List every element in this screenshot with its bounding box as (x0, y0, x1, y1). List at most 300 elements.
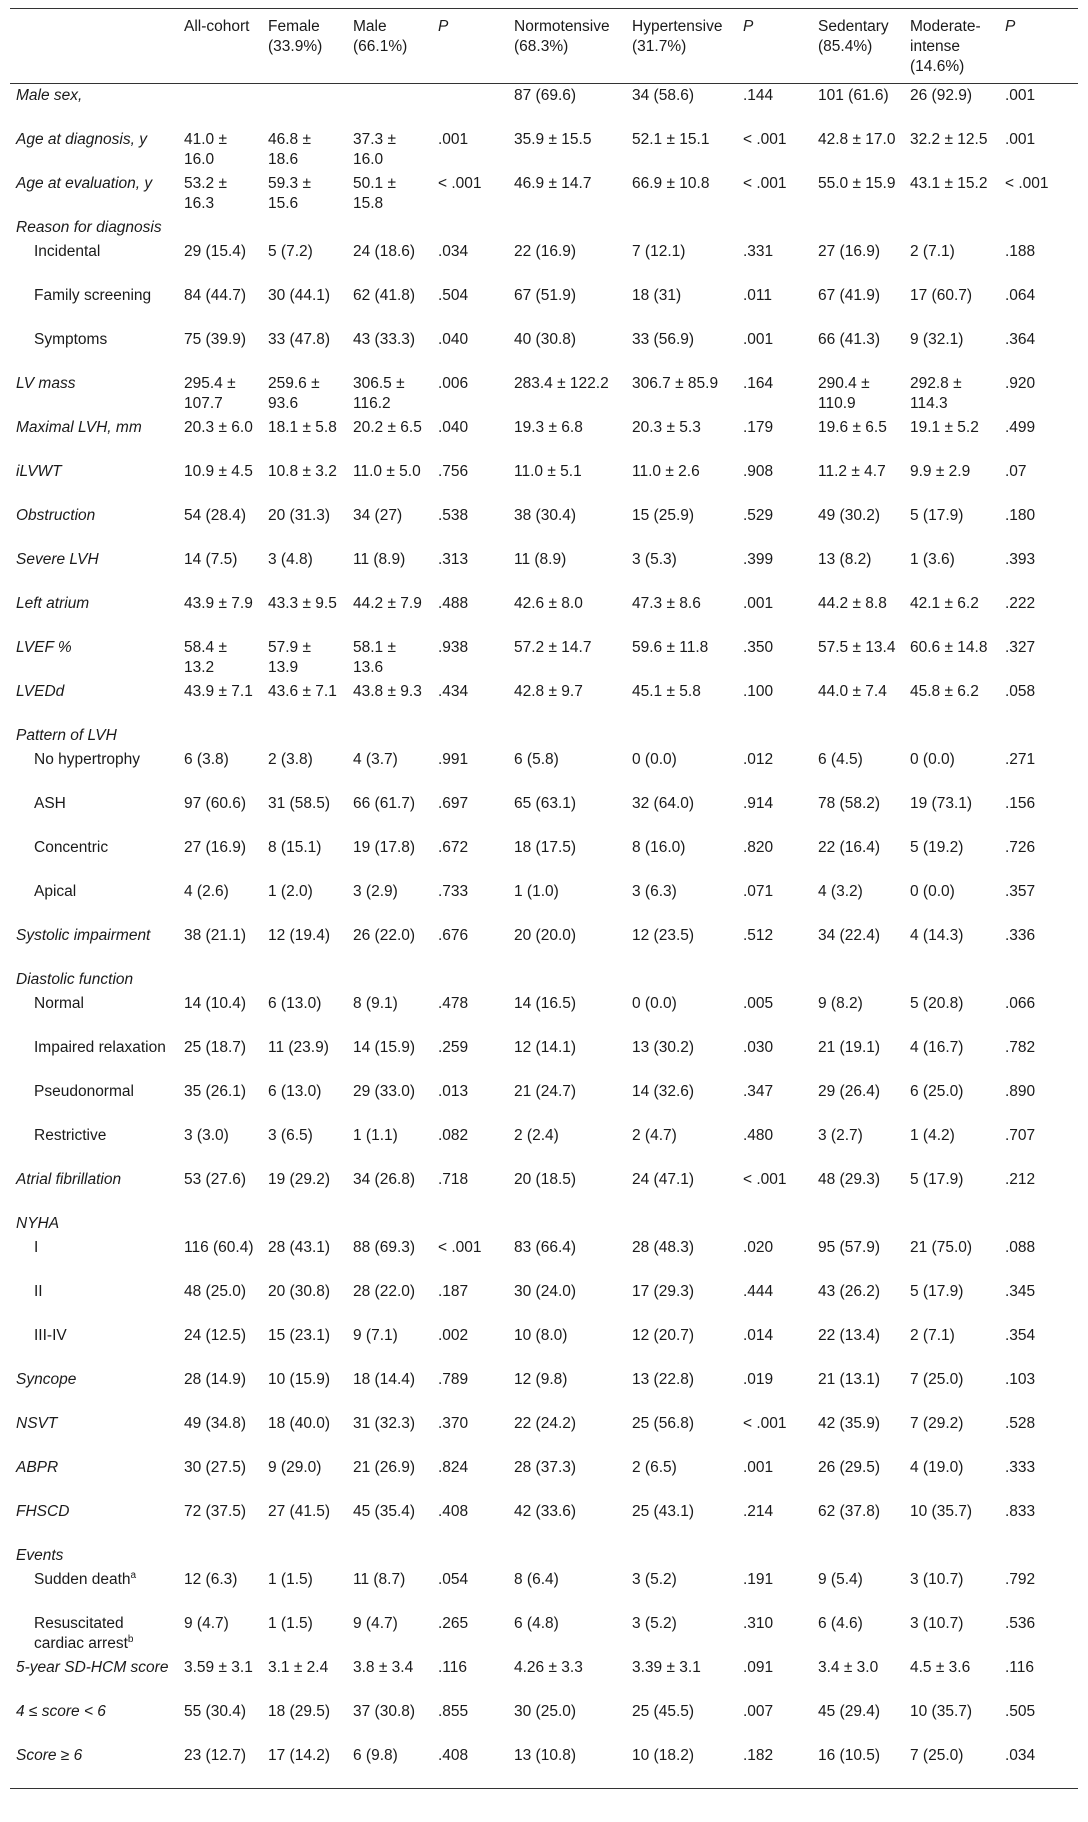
table-cell: 3 (10.7) (910, 1571, 964, 1588)
table-cell: 33 (47.8) (268, 331, 331, 348)
table-cell: 14 (16.5) (514, 995, 577, 1012)
row-label-text: Restrictive (34, 1127, 107, 1144)
table-cell: .001 (743, 1459, 774, 1476)
table-cell: .890 (1005, 1083, 1036, 1100)
table-row (10, 1412, 1078, 1456)
table-cell: < .001 (438, 1239, 482, 1256)
table-cell: .499 (1005, 419, 1036, 436)
table-cell: 84 (44.7) (184, 287, 247, 304)
section-label (10, 1544, 1078, 1568)
table-cell: 34 (58.6) (632, 87, 695, 104)
table-cell: 10.9 ± 4.5 (184, 463, 253, 480)
table-cell: < .001 (743, 175, 787, 192)
table-cell: 4.26 ± 3.3 (514, 1659, 583, 1676)
table-cell: .034 (438, 243, 469, 260)
table-cell: 2 (7.1) (910, 1327, 955, 1344)
table-cell: 35 (26.1) (184, 1083, 247, 1100)
table-row (10, 172, 1078, 216)
row-label (10, 460, 178, 504)
table-cell: 3 (10.7) (910, 1615, 964, 1632)
table-cell: 12 (23.5) (632, 927, 695, 944)
table-cell: < .001 (1005, 175, 1049, 192)
row-label-text: Symptoms (34, 331, 108, 348)
table-cell: 42.6 ± 8.0 (514, 595, 583, 612)
table-cell: 21 (19.1) (818, 1039, 881, 1056)
table-cell: 48 (29.3) (818, 1171, 881, 1188)
table-row (10, 240, 1078, 284)
table-cell: 66 (41.3) (818, 331, 881, 348)
table-cell: 5 (17.9) (910, 1283, 964, 1300)
table-cell: .345 (1005, 1283, 1036, 1300)
row-label (10, 1080, 178, 1124)
table-cell: 1 (4.2) (910, 1127, 955, 1144)
table-cell: .536 (1005, 1615, 1036, 1632)
cohort-characteristics-table (10, 8, 1078, 1789)
table-cell: 5 (17.9) (910, 507, 964, 524)
row-label (10, 172, 178, 216)
table-cell: 10 (35.7) (910, 1703, 973, 1720)
table-cell: .538 (438, 507, 469, 524)
section-label (10, 968, 1078, 992)
table-cell: 48 (25.0) (184, 1283, 247, 1300)
table-row (10, 1744, 1078, 1789)
table-cell: .504 (438, 287, 469, 304)
table-cell: 10 (18.2) (632, 1747, 695, 1764)
table-cell: .180 (1005, 507, 1036, 524)
row-label-text: Impaired relaxation (34, 1039, 166, 1056)
table-cell: .364 (1005, 331, 1036, 348)
row-label (10, 328, 178, 372)
table-cell: 2 (2.4) (514, 1127, 559, 1144)
row-label (10, 880, 178, 924)
table-cell: 13 (10.8) (514, 1747, 577, 1764)
table-cell: 34 (26.8) (353, 1171, 416, 1188)
row-label (10, 592, 178, 636)
table-cell: 45 (35.4) (353, 1503, 416, 1520)
table-cell: 11 (8.9) (514, 551, 567, 568)
header-cell-label (10, 9, 178, 84)
table-cell: 116 (60.4) (184, 1239, 254, 1256)
table-cell: 66 (61.7) (353, 795, 416, 812)
table-cell: .188 (1005, 243, 1036, 260)
table-cell: .820 (743, 839, 774, 856)
table-cell: 57.9 ± 13.9 (268, 639, 311, 676)
header-cell: Female (33.9%) (268, 18, 323, 55)
header-cell: P (1005, 18, 1016, 35)
table-cell: .034 (1005, 1747, 1036, 1764)
table-cell: 12 (6.3) (184, 1571, 238, 1588)
table-cell: .908 (743, 463, 774, 480)
table-cell: 30 (27.5) (184, 1459, 247, 1476)
table-cell: 5 (20.8) (910, 995, 964, 1012)
section-label (10, 1212, 1078, 1236)
table-cell: .528 (1005, 1415, 1036, 1432)
table-cell: .054 (438, 1571, 469, 1588)
table-cell: .529 (743, 507, 774, 524)
table-row (10, 636, 1078, 680)
table-row (10, 748, 1078, 792)
table-cell: 59.6 ± 11.8 (632, 639, 709, 656)
table-row (10, 328, 1078, 372)
table-cell: 34 (27) (353, 507, 403, 524)
table-cell: .103 (1005, 1371, 1036, 1388)
table-cell: .789 (438, 1371, 469, 1388)
table-cell: 20.2 ± 6.5 (353, 419, 422, 436)
table-cell: .019 (743, 1371, 774, 1388)
table-cell: .071 (743, 883, 774, 900)
table-row (10, 1168, 1078, 1212)
table-cell: 27 (16.9) (818, 243, 881, 260)
row-label-text: No hypertrophy (34, 751, 140, 768)
table-cell: 9 (5.4) (818, 1571, 863, 1588)
table-cell: 6 (4.8) (514, 1615, 559, 1632)
table-cell: 20 (31.3) (268, 507, 331, 524)
table-row (10, 1612, 1078, 1656)
table-cell: .347 (743, 1083, 774, 1100)
table-cell: .393 (1005, 551, 1036, 568)
row-label-text: Maximal LVH, mm (16, 419, 142, 436)
table-cell: 1 (1.5) (268, 1615, 313, 1632)
table-cell: 29 (15.4) (184, 243, 247, 260)
table-cell: 3 (5.2) (632, 1615, 677, 1632)
table-cell: 9 (4.7) (184, 1615, 229, 1632)
table-cell: .399 (743, 551, 774, 568)
table-row (10, 592, 1078, 636)
table-cell: 20 (18.5) (514, 1171, 577, 1188)
table-cell: .005 (743, 995, 774, 1012)
table-cell: 38 (21.1) (184, 927, 247, 944)
table-row (10, 1280, 1078, 1324)
table-cell: .007 (743, 1703, 774, 1720)
table-cell: 18 (17.5) (514, 839, 577, 856)
table-cell: 10.8 ± 3.2 (268, 463, 337, 480)
row-label-text: Pseudonormal (34, 1083, 134, 1100)
table-cell: 4.5 ± 3.6 (910, 1659, 971, 1676)
table-cell: 72 (37.5) (184, 1503, 247, 1520)
table-cell: 11 (8.7) (353, 1571, 406, 1588)
table-cell: 12 (20.7) (632, 1327, 695, 1344)
table-cell: 10 (8.0) (514, 1327, 568, 1344)
table-cell: 35.9 ± 15.5 (514, 131, 592, 148)
table-cell: 25 (43.1) (632, 1503, 695, 1520)
table-cell: 11.0 ± 5.0 (353, 463, 421, 480)
table-row (10, 880, 1078, 924)
table-cell: .187 (438, 1283, 469, 1300)
table-cell: 11.0 ± 5.1 (514, 463, 582, 480)
table-cell: 5 (19.2) (910, 839, 964, 856)
table-cell: 292.8 ± 114.3 (910, 375, 962, 412)
section-header-row (10, 1544, 1078, 1568)
table-cell: 26 (22.0) (353, 927, 416, 944)
table-cell: 3.8 ± 3.4 (353, 1659, 414, 1676)
table-row (10, 1456, 1078, 1500)
row-label-text: Left atrium (16, 595, 90, 612)
section-header-row (10, 216, 1078, 240)
table-cell: 27 (16.9) (184, 839, 247, 856)
table-cell: .350 (743, 639, 774, 656)
table-row (10, 372, 1078, 416)
table-cell: 42.8 ± 17.0 (818, 131, 896, 148)
table-cell: 7 (25.0) (910, 1747, 964, 1764)
row-label (10, 284, 178, 328)
table-cell: 22 (24.2) (514, 1415, 577, 1432)
table-cell: < .001 (743, 131, 787, 148)
table-cell: 13 (30.2) (632, 1039, 695, 1056)
header-cell: Normotensive (68.3%) (514, 18, 610, 55)
table-cell: 1 (1.5) (268, 1571, 313, 1588)
table-cell: 14 (7.5) (184, 551, 238, 568)
table-cell: 37.3 ± 16.0 (353, 131, 396, 168)
table-cell: 17 (14.2) (268, 1747, 331, 1764)
row-label-text: Systolic impairment (16, 927, 151, 944)
table-cell: 57.2 ± 14.7 (514, 639, 592, 656)
row-label (10, 504, 178, 548)
table-cell: .100 (743, 683, 774, 700)
table-cell: 95 (57.9) (818, 1239, 881, 1256)
table-cell: .014 (743, 1327, 774, 1344)
table-cell: 65 (63.1) (514, 795, 577, 812)
table-cell: 97 (60.6) (184, 795, 247, 812)
row-label (10, 240, 178, 284)
table-cell: 13 (22.8) (632, 1371, 695, 1388)
table-cell: 2 (7.1) (910, 243, 955, 260)
table-row (10, 1124, 1078, 1168)
table-cell: .040 (438, 331, 469, 348)
header-cell: P (743, 18, 754, 35)
row-label-text: Male sex, (16, 87, 83, 104)
table-cell: 53 (27.6) (184, 1171, 247, 1188)
table-cell: .156 (1005, 795, 1036, 812)
header-cell: Sedentary (85.4%) (818, 18, 889, 55)
row-label (10, 992, 178, 1036)
table-cell (262, 84, 347, 129)
table-cell: 4 (3.7) (353, 751, 398, 768)
row-label-text: II (34, 1283, 43, 1300)
table-cell: 3 (2.7) (818, 1127, 863, 1144)
row-label-text: ASH (34, 795, 66, 812)
table-cell: 45.8 ± 6.2 (910, 683, 979, 700)
table-cell: 101 (61.6) (818, 87, 889, 104)
table-cell: 19.1 ± 5.2 (910, 419, 979, 436)
table-cell: 9.9 ± 2.9 (910, 463, 971, 480)
row-label (10, 836, 178, 880)
section-label (10, 216, 1078, 240)
row-label (10, 1568, 178, 1612)
row-label (10, 1612, 178, 1656)
table-cell: 21 (75.0) (910, 1239, 973, 1256)
table-cell: .512 (743, 927, 774, 944)
table-cell: 18 (40.0) (268, 1415, 331, 1432)
table-cell: 0 (0.0) (632, 751, 677, 768)
table-cell: 30 (25.0) (514, 1703, 577, 1720)
table-cell: .088 (1005, 1239, 1036, 1256)
table-cell: 1 (3.6) (910, 551, 955, 568)
row-label-text: 4 ≤ score < 6 (16, 1703, 106, 1720)
table-cell: 26 (92.9) (910, 87, 973, 104)
section-label (10, 724, 1078, 748)
footnote-marker: b (127, 1633, 134, 1645)
table-cell: 28 (37.3) (514, 1459, 577, 1476)
table-cell: 306.5 ± 116.2 (353, 375, 405, 412)
row-label-text: Diastolic function (16, 971, 134, 988)
table-cell: 58.1 ± 13.6 (353, 639, 396, 676)
table-cell: 5 (17.9) (910, 1171, 964, 1188)
row-label-text: NYHA (16, 1215, 60, 1232)
table-cell: 53.2 ± 16.3 (184, 175, 227, 212)
section-header-row (10, 1212, 1078, 1236)
table-cell: 45.1 ± 5.8 (632, 683, 701, 700)
table-cell: 44.2 ± 8.8 (818, 595, 887, 612)
table-cell: .310 (743, 1615, 774, 1632)
table-cell: 4 (19.0) (910, 1459, 964, 1476)
table-cell: 0 (0.0) (632, 995, 677, 1012)
table-cell: .855 (438, 1703, 469, 1720)
table-cell: 8 (15.1) (268, 839, 322, 856)
table-cell: 43.6 ± 7.1 (268, 683, 337, 700)
table-cell: 22 (16.9) (514, 243, 577, 260)
table-cell: 19 (73.1) (910, 795, 973, 812)
table-row (10, 924, 1078, 968)
table-cell: .357 (1005, 883, 1036, 900)
row-label (10, 792, 178, 836)
table-row (10, 1700, 1078, 1744)
table-cell: 32.2 ± 12.5 (910, 131, 988, 148)
table-cell: 6 (13.0) (268, 1083, 322, 1100)
row-label-text: ABPR (16, 1459, 59, 1476)
table-cell: 75 (39.9) (184, 331, 247, 348)
table-cell: 42.1 ± 6.2 (910, 595, 979, 612)
table-row (10, 548, 1078, 592)
table-cell: 9 (4.7) (353, 1615, 398, 1632)
table-cell: .408 (438, 1747, 469, 1764)
table-cell: 66.9 ± 10.8 (632, 175, 710, 192)
table-cell: .001 (1005, 131, 1036, 148)
table-row (10, 680, 1078, 724)
table-cell: .064 (1005, 287, 1036, 304)
table-cell: 18 (31) (632, 287, 682, 304)
table-cell: 29 (26.4) (818, 1083, 881, 1100)
table-cell: .116 (1005, 1659, 1035, 1676)
row-label-text: III-IV (34, 1327, 67, 1344)
table-cell: 19 (29.2) (268, 1171, 331, 1188)
row-label-text: Sudden death (34, 1571, 131, 1588)
table-cell: .434 (438, 683, 469, 700)
table-cell: 11.2 ± 4.7 (818, 463, 886, 480)
table-cell: 8 (16.0) (632, 839, 686, 856)
table-cell: 14 (15.9) (353, 1039, 416, 1056)
table-cell: 1 (2.0) (268, 883, 313, 900)
table-cell: 43.8 ± 9.3 (353, 683, 422, 700)
row-label-text: Resuscitated cardiac arrest (34, 1615, 128, 1652)
table-cell: 31 (32.3) (353, 1415, 416, 1432)
table-cell: 10 (15.9) (268, 1371, 331, 1388)
table-cell: 283.4 ± 122.2 (514, 375, 609, 392)
table-cell: 47.3 ± 8.6 (632, 595, 701, 612)
table-cell: .001 (1005, 87, 1036, 104)
table-cell: 26 (29.5) (818, 1459, 881, 1476)
table-cell: 20.3 ± 5.3 (632, 419, 701, 436)
table-cell: < .001 (438, 175, 482, 192)
table-row (10, 1500, 1078, 1544)
table-cell: 41.0 ± 16.0 (184, 131, 227, 168)
table-cell: 55.0 ± 15.9 (818, 175, 896, 192)
table-cell: .718 (438, 1171, 469, 1188)
table-cell (432, 84, 508, 129)
row-label-text: Severe LVH (16, 551, 99, 568)
section-header-row (10, 968, 1078, 992)
table-cell: 0 (0.0) (910, 883, 955, 900)
table-cell: 58.4 ± 13.2 (184, 639, 227, 676)
table-cell: 14 (10.4) (184, 995, 247, 1012)
row-label (10, 1744, 178, 1789)
table-cell: .002 (438, 1327, 469, 1344)
table-cell: .212 (1005, 1171, 1036, 1188)
table-cell: .020 (743, 1239, 774, 1256)
table-cell: 44.2 ± 7.9 (353, 595, 422, 612)
row-label (10, 1656, 178, 1700)
table-row (10, 1236, 1078, 1280)
table-cell: 3.1 ± 2.4 (268, 1659, 329, 1676)
table-row (10, 1656, 1078, 1700)
row-label-text: Age at evaluation, y (16, 175, 153, 192)
table-cell: 17 (60.7) (910, 287, 973, 304)
table-cell: 49 (30.2) (818, 507, 881, 524)
row-label-text: Normal (34, 995, 84, 1012)
table-cell: .480 (743, 1127, 774, 1144)
row-label (10, 548, 178, 592)
table-cell: 3 (3.0) (184, 1127, 229, 1144)
table-cell: 62 (41.8) (353, 287, 416, 304)
row-label-text: Reason for diagnosis (16, 219, 162, 236)
table-cell: 28 (43.1) (268, 1239, 331, 1256)
table-cell: 7 (25.0) (910, 1371, 964, 1388)
table-cell: 3.4 ± 3.0 (818, 1659, 879, 1676)
row-label-text: Apical (34, 883, 77, 900)
row-label (10, 636, 178, 680)
table-cell: .676 (438, 927, 469, 944)
table-row (10, 416, 1078, 460)
table-cell: 19 (17.8) (353, 839, 416, 856)
table-cell: 16 (10.5) (818, 1747, 881, 1764)
table-cell: 7 (29.2) (910, 1415, 964, 1432)
table-cell: 17 (29.3) (632, 1283, 695, 1300)
table-cell: 12 (9.8) (514, 1371, 568, 1388)
row-label (10, 1412, 178, 1456)
table-cell: 67 (51.9) (514, 287, 577, 304)
table-cell: .914 (743, 795, 774, 812)
table-cell: 43.9 ± 7.9 (184, 595, 253, 612)
table-cell: .07 (1005, 463, 1027, 480)
table-cell: 12 (19.4) (268, 927, 331, 944)
table-cell: 40 (30.8) (514, 331, 577, 348)
row-label (10, 1236, 178, 1280)
table-cell: .733 (438, 883, 469, 900)
table-cell: 57.5 ± 13.4 (818, 639, 896, 656)
table-cell: 6 (25.0) (910, 1083, 964, 1100)
table-cell: 8 (9.1) (353, 995, 398, 1012)
table-cell: 43.1 ± 15.2 (910, 175, 988, 192)
table-cell: 27 (41.5) (268, 1503, 331, 1520)
header-cell: Male (66.1%) (353, 18, 408, 55)
row-label (10, 1368, 178, 1412)
table-cell: .066 (1005, 995, 1036, 1012)
table-row (10, 460, 1078, 504)
row-label (10, 680, 178, 724)
table-cell: 43.3 ± 9.5 (268, 595, 337, 612)
table-cell: .040 (438, 419, 469, 436)
table-cell: 30 (44.1) (268, 287, 331, 304)
table-cell: 1 (1.1) (353, 1127, 398, 1144)
